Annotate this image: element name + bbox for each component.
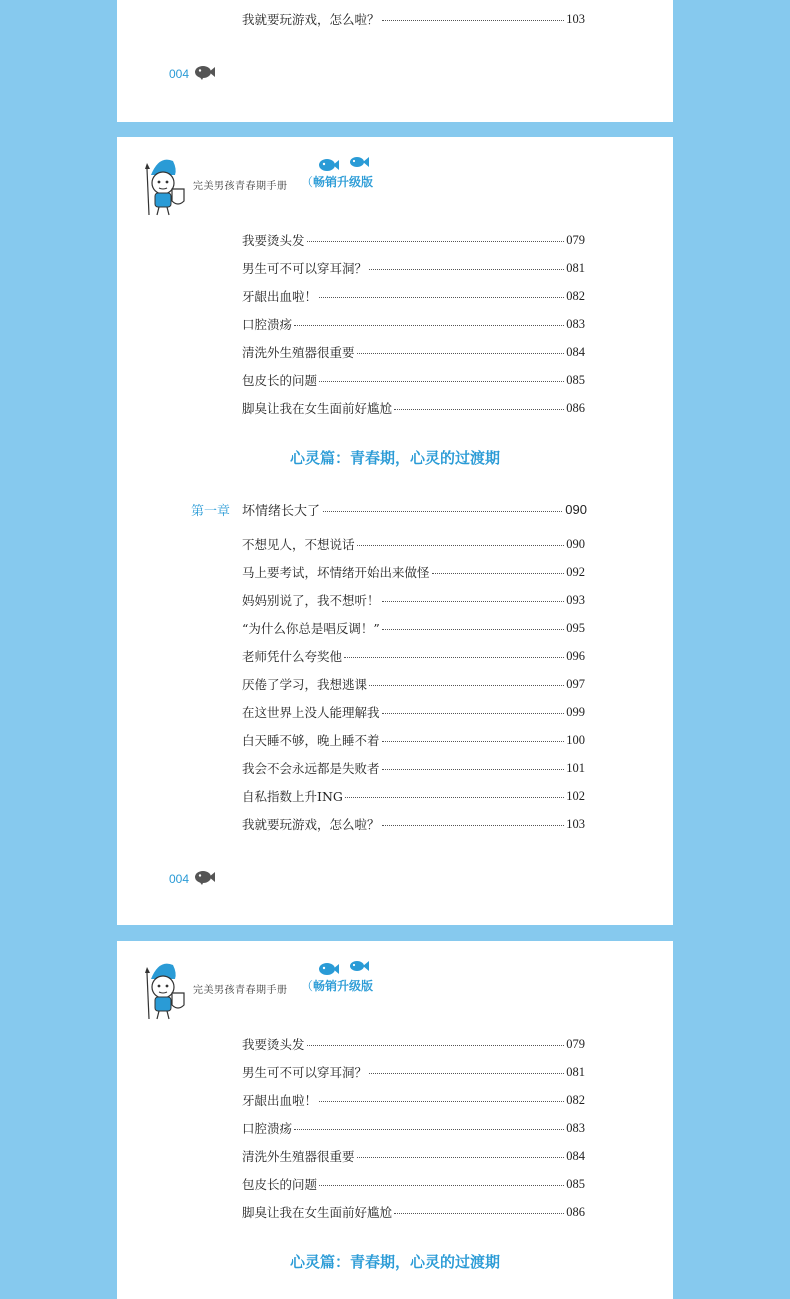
leader-dots [345, 796, 564, 798]
toc-entry [242, 1202, 585, 1222]
toc-entry-page: 081 [566, 260, 585, 275]
toc-entry-page: 092 [566, 564, 585, 579]
toc-entry [242, 1090, 585, 1110]
mascot-icon [141, 155, 191, 221]
leader-dots [394, 1212, 564, 1214]
toc-entry-page: 086 [566, 1204, 585, 1219]
toc-entry-page: 082 [566, 1092, 585, 1107]
leader-dots [369, 684, 564, 686]
toc-entry [242, 314, 585, 334]
toc-entry-title: 妈妈别说了，我不想听！ [242, 593, 380, 608]
fish-icon [317, 155, 377, 183]
fish-icon [317, 959, 377, 987]
leader-dots [323, 511, 562, 512]
toc-entry-page: 086 [566, 400, 585, 415]
leader-dots [432, 572, 565, 574]
toc-entry [242, 9, 585, 29]
toc-entry-title: 厌倦了学习，我想逃课 [242, 677, 368, 692]
running-header [141, 959, 381, 1023]
toc-entry [242, 1034, 585, 1054]
toc-entry [242, 730, 585, 750]
leader-dots [382, 768, 565, 770]
toc-entry [242, 1174, 585, 1194]
toc-entry [242, 758, 585, 778]
toc-entry-page: 099 [566, 704, 585, 719]
header-title: 完美男孩青春期手册 [193, 985, 288, 996]
leader-dots [294, 324, 564, 326]
toc-entry [242, 230, 585, 250]
leader-dots [357, 352, 565, 354]
leader-dots [319, 1100, 564, 1102]
toc-entry [242, 562, 585, 582]
toc-entry-title: 脚臭让我在女生面前好尴尬 [242, 1205, 393, 1220]
chapter-page: 090 [565, 501, 587, 517]
leader-dots [294, 1128, 564, 1130]
toc-entry-title: 我会不会永远都是失败者 [242, 761, 380, 776]
leader-dots [319, 1184, 564, 1186]
toc-entry-page: 100 [566, 732, 585, 747]
toc-entry [242, 702, 585, 722]
edition-paren: （ [301, 175, 314, 189]
toc-entry-page: 101 [566, 760, 585, 775]
page-number: 004 [169, 67, 190, 81]
chapter-heading [191, 498, 587, 520]
toc-entry [242, 786, 585, 806]
leader-dots [357, 544, 565, 546]
toc-entry-title: 包皮长的问题 [242, 1177, 318, 1192]
page-footer [169, 64, 215, 84]
toc-entry-title: “为什么你总是唱反调！” [242, 621, 380, 636]
toc-entry-page: 084 [566, 1148, 585, 1163]
edition-label: 畅销升级版 [313, 979, 374, 993]
section-title: 心灵篇：青春期，心灵的过渡期 [289, 1253, 500, 1271]
toc-entry-title: 我就要玩游戏，怎么啦？ [242, 12, 380, 27]
toc-entry-title: 白天睡不够，晚上睡不着 [242, 733, 380, 748]
leader-dots [369, 1072, 564, 1074]
toc-entry [242, 342, 585, 362]
toc-entry-title: 包皮长的问题 [242, 373, 318, 388]
toc-entry-page: 085 [566, 372, 585, 387]
chapter-label: 第一章 [191, 503, 231, 519]
book-page-middle [117, 137, 673, 925]
chapter-title: 坏情绪长大了 [242, 503, 321, 519]
toc-entry [242, 370, 585, 390]
toc-entry-page: 083 [566, 316, 585, 331]
toc-entry-page: 103 [566, 11, 585, 26]
toc-entry-page: 095 [566, 620, 585, 635]
toc-entry-title: 牙龈出血啦！ [242, 1093, 318, 1108]
toc-entry-title: 自私指数上升ING [242, 789, 343, 804]
edition-label: 畅销升级版 [313, 175, 374, 189]
footer-fish-icon [193, 64, 215, 84]
toc-entry-title: 我就要玩游戏，怎么啦？ [242, 817, 380, 832]
book-page-top [117, 0, 673, 122]
toc-entry-title: 我要烫头发 [242, 233, 305, 248]
leader-dots [382, 628, 564, 630]
leader-dots [344, 656, 564, 658]
toc-entry [242, 1118, 585, 1138]
toc-entry-title: 清洗外生殖器很重要 [242, 1149, 355, 1164]
toc-entry-title: 口腔溃疡 [242, 317, 293, 332]
leader-dots [357, 1156, 565, 1158]
toc-entry-title: 马上要考试，坏情绪开始出来做怪 [242, 565, 430, 580]
leader-dots [319, 296, 564, 298]
toc-entry [242, 1146, 585, 1166]
toc-entry [242, 814, 585, 834]
leader-dots [382, 740, 565, 742]
toc-entry [242, 286, 585, 306]
leader-dots [307, 1044, 565, 1046]
toc-entry-page: 079 [566, 232, 585, 247]
edition-paren: （ [301, 979, 314, 993]
leader-dots [382, 19, 565, 21]
footer-fish-icon [193, 869, 215, 889]
toc-entry-page: 097 [566, 676, 585, 691]
header-title: 完美男孩青春期手册 [193, 181, 288, 192]
toc-entry-page: 090 [566, 536, 585, 551]
leader-dots [369, 268, 564, 270]
running-header [141, 155, 381, 219]
leader-dots [382, 712, 565, 714]
toc-entry-page: 082 [566, 288, 585, 303]
toc-entry-title: 牙龈出血啦！ [242, 289, 318, 304]
toc-entry-page: 083 [566, 1120, 585, 1135]
toc-entry-page: 085 [566, 1176, 585, 1191]
page-footer [169, 869, 215, 889]
toc-entry-page: 093 [566, 592, 585, 607]
toc-entry [242, 646, 585, 666]
leader-dots [307, 240, 565, 242]
toc-entry [242, 534, 585, 554]
toc-entry-title: 老师凭什么夸奖他 [242, 649, 343, 664]
mascot-icon [141, 959, 191, 1025]
toc-entry [242, 398, 585, 418]
leader-dots [382, 600, 565, 602]
toc-entry-page: 103 [566, 816, 585, 831]
toc-entry-title: 在这世界上没人能理解我 [242, 705, 380, 720]
toc-entry-title: 男生可不可以穿耳洞？ [242, 261, 368, 276]
toc-entry-page: 079 [566, 1036, 585, 1051]
toc-entry-title: 口腔溃疡 [242, 1121, 293, 1136]
toc-entry-title: 脚臭让我在女生面前好尴尬 [242, 401, 393, 416]
toc-entry-page: 081 [566, 1064, 585, 1079]
toc-entry [242, 1062, 585, 1082]
toc-entry-page: 102 [566, 788, 585, 803]
leader-dots [319, 380, 564, 382]
toc-entry [242, 258, 585, 278]
leader-dots [382, 824, 565, 826]
toc-entry [242, 618, 585, 638]
book-page-bottom [117, 941, 673, 1299]
toc-entry [242, 590, 585, 610]
page-number: 004 [169, 872, 190, 886]
toc-entry-title: 我要烫头发 [242, 1037, 305, 1052]
toc-entry-page: 084 [566, 344, 585, 359]
toc-entry-page: 096 [566, 648, 585, 663]
leader-dots [394, 408, 564, 410]
section-title: 心灵篇：青春期，心灵的过渡期 [289, 449, 500, 467]
toc-entry [242, 674, 585, 694]
toc-entry-title: 男生可不可以穿耳洞？ [242, 1065, 368, 1080]
toc-entry-title: 清洗外生殖器很重要 [242, 345, 355, 360]
toc-entry-title: 不想见人，不想说话 [242, 537, 355, 552]
